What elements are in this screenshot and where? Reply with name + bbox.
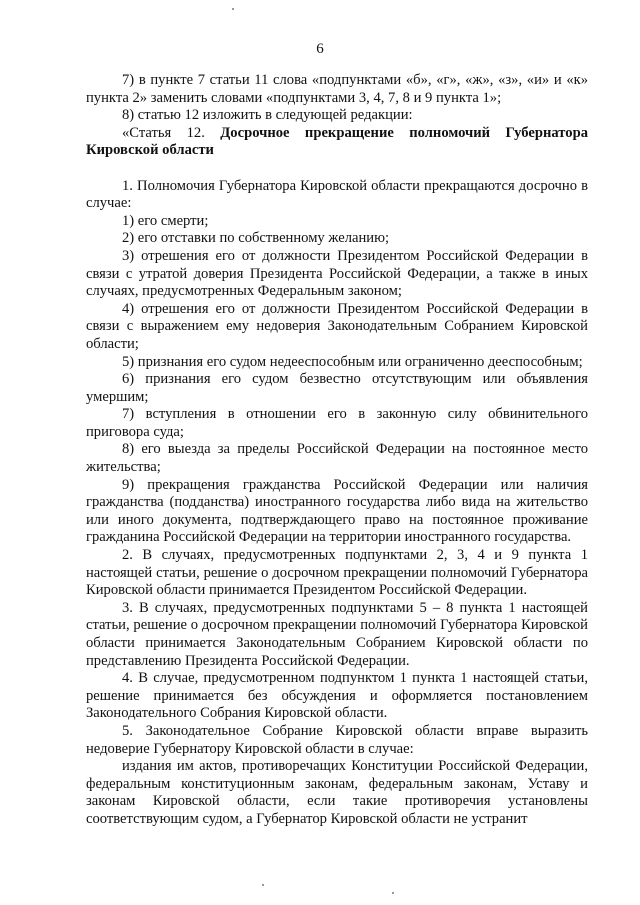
scan-speck	[262, 884, 264, 886]
clause-1-item: 9) прекращения гражданства Российской Федерации или наличия гражданства (подданства) иностранного государства либо вида на жительство или иного документа, подтверждающего право на постоянное проживание гражданина Российской Федерации на территории иностранного государства.	[86, 476, 588, 546]
article-heading	[86, 125, 588, 160]
clause-5-lead: 5. Законодательное Собрание Кировской области вправе выразить недоверие Губернатору Кировской области в случае:	[86, 722, 588, 757]
clause-1-item: 3) отрешения его от должности Президентом Российской Федерации в связи с утратой доверия Президента Российской Федерации, а также в иных случаях, предусмотренных Федеральным законом;	[86, 247, 588, 300]
clause-2: 2. В случаях, предусмотренных подпунктами 2, 3, 4 и 9 пункта 1 настоящей статьи, решение о досрочном прекращении полномочий Губернатора Кировской области принимается Президентом Российской Федерации.	[86, 547, 588, 599]
article-title: Досрочное прекращение полномочий Губернатора Кировской области	[86, 124, 588, 159]
clause-1-item: 8) его выезда за пределы Российской Федерации на постоянное место жительства;	[86, 441, 588, 476]
clause-4: 4. В случае, предусмотренном подпунктом 1 пункта 1 настоящей статьи, решение принимается без обсуждения и оформляется постановлением Законодательного Собрания Кировской области.	[86, 670, 588, 722]
page-number: 6	[316, 41, 324, 57]
clause-1-item: 6) признания его судом безвестно отсутствующим или объявления умершим;	[86, 371, 588, 405]
clause-1-item: 1) его смерти;	[122, 212, 209, 229]
clause-1-item: 7) вступления в отношении его в законную силу обвинительного приговора суда;	[86, 406, 588, 440]
article-prefix: «Статья 12.	[122, 124, 205, 141]
clause-1-item: 4) отрешения его от должности Президентом Российской Федерации в связи с выражением ему недоверия Законодательным Собранием Кировской области;	[86, 300, 588, 352]
clause-3: 3. В случаях, предусмотренных подпунктами 5 – 8 пункта 1 настоящей статьи, решение о досрочном прекращении полномочий Губернатора Кировской области принимается Законодательным Собранием Кировской области по представлению Президента Российской Федерации.	[86, 599, 588, 669]
clause-1-item: 2) его отставки по собственному желанию;	[122, 230, 390, 247]
amendment-item-7: 7) в пункте 7 статьи 11 слова «подпунктами «б», «г», «ж», «з», «и» и «к» пункта 2» заменить словами «подпунктами 3, 4, 7, 8 и 9 пункта 1»;	[86, 72, 588, 106]
scan-speck	[232, 8, 234, 10]
clause-1-item: 5) признания его судом недееспособным или ограниченно дееспособным;	[122, 353, 583, 370]
clause-5-item: издания им актов, противоречащих Конституции Российской Федерации, федеральным конституционным законам, федеральным законам, Уставу и законам Кировской области, если такие противоречия установлены соответствующим судом, а Губернатор Кировской области не устранит	[86, 758, 588, 827]
amendment-item-8: 8) статью 12 изложить в следующей редакции:	[122, 107, 413, 124]
document-body	[86, 72, 588, 829]
clause-1-lead: 1. Полномочия Губернатора Кировской области прекращаются досрочно в случае:	[86, 177, 588, 212]
scan-speck	[392, 892, 394, 894]
